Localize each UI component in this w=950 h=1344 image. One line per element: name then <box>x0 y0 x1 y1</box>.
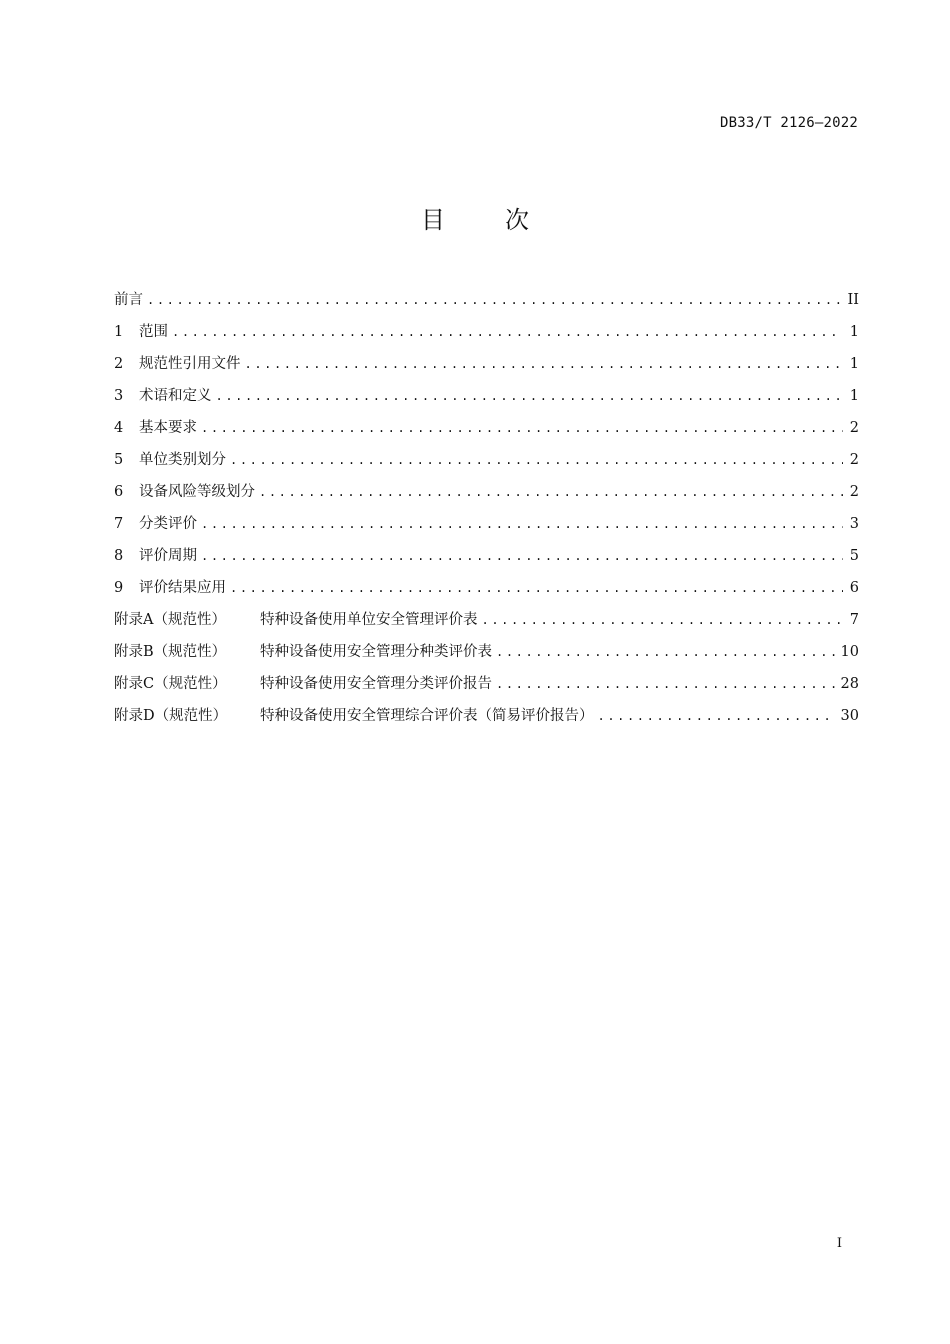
toc-dot-leader <box>216 389 844 403</box>
toc-entry-number: 8 <box>114 548 124 564</box>
toc-page-number: 2 <box>849 452 859 468</box>
toc-entry-foreword[interactable] <box>114 288 859 320</box>
toc-entry-appendix-a[interactable] <box>114 608 859 640</box>
toc-page-number: 30 <box>840 708 859 724</box>
toc-entry-number: 5 <box>114 452 124 468</box>
toc-page-number: 10 <box>840 644 859 660</box>
toc-entry-4[interactable] <box>114 416 859 448</box>
toc-page-number: 3 <box>849 516 859 532</box>
toc-entry-title: 范围 <box>139 324 168 340</box>
toc-entry-number: 6 <box>114 484 124 500</box>
toc-entry-title: 特种设备使用安全管理综合评价表（简易评价报告） <box>260 708 594 724</box>
toc-entry-title: 特种设备使用安全管理分种类评价表 <box>260 644 492 660</box>
toc-entry-number: 1 <box>114 324 124 340</box>
toc-entry-title: 特种设备使用单位安全管理评价表 <box>260 612 478 628</box>
toc-entry-3[interactable] <box>114 384 859 416</box>
toc-appendix-label: 附录B（规范性） <box>114 644 227 660</box>
toc-page-number: 2 <box>849 420 859 436</box>
toc-entry-title: 基本要求 <box>139 420 197 436</box>
toc-page-number: 1 <box>849 388 859 404</box>
toc-dot-leader <box>201 517 843 531</box>
toc-page-number: 1 <box>849 356 859 372</box>
toc-dot-leader <box>496 677 835 691</box>
page-title-part-1: 目 <box>421 206 445 234</box>
toc-dot-leader <box>201 421 843 435</box>
table-of-contents <box>114 288 859 736</box>
toc-entry-appendix-b[interactable] <box>114 640 859 672</box>
toc-appendix-label: 附录C（规范性） <box>114 676 227 692</box>
toc-entry-title: 评价周期 <box>139 548 197 564</box>
toc-dot-leader <box>172 325 843 339</box>
toc-entry-number: 9 <box>114 580 124 596</box>
toc-dot-leader <box>147 293 842 307</box>
toc-entry-appendix-d[interactable] <box>114 704 859 736</box>
toc-dot-leader <box>201 549 843 563</box>
page-title <box>0 200 950 235</box>
toc-dot-leader <box>496 645 835 659</box>
toc-entry-appendix-c[interactable] <box>114 672 859 704</box>
toc-entry-2[interactable] <box>114 352 859 384</box>
toc-entry-6[interactable] <box>114 480 859 512</box>
toc-entry-7[interactable] <box>114 512 859 544</box>
toc-entry-title: 规范性引用文件 <box>139 356 241 372</box>
toc-dot-leader <box>259 485 843 499</box>
toc-entry-number: 3 <box>114 388 124 404</box>
page-title-part-2: 次 <box>505 206 529 234</box>
toc-entry-title: 单位类别划分 <box>139 452 226 468</box>
toc-dot-leader <box>598 709 835 723</box>
toc-entry-number: 7 <box>114 516 124 532</box>
toc-page-number: 2 <box>849 484 859 500</box>
toc-dot-leader <box>230 453 843 467</box>
toc-page-number: 1 <box>849 324 859 340</box>
toc-dot-leader <box>245 357 844 371</box>
toc-entry-number: 4 <box>114 420 124 436</box>
document-code: DB33/T 2126—2022 <box>719 115 858 131</box>
toc-entry-title: 设备风险等级划分 <box>139 484 255 500</box>
toc-entry-8[interactable] <box>114 544 859 576</box>
toc-entry-9[interactable] <box>114 576 859 608</box>
toc-page-number: 7 <box>849 612 859 628</box>
toc-entry-number: 2 <box>114 356 124 372</box>
toc-entry-title: 前言 <box>114 292 143 308</box>
toc-entry-title: 评价结果应用 <box>139 580 226 596</box>
toc-entry-title: 分类评价 <box>139 516 197 532</box>
toc-entry-1[interactable] <box>114 320 859 352</box>
toc-entry-5[interactable] <box>114 448 859 480</box>
toc-page-number: 28 <box>840 676 859 692</box>
toc-entry-title: 术语和定义 <box>139 388 212 404</box>
toc-page-number: II <box>847 292 859 308</box>
toc-page-number: 6 <box>849 580 859 596</box>
toc-dot-leader <box>230 581 843 595</box>
toc-dot-leader <box>482 613 844 627</box>
toc-entry-title: 特种设备使用安全管理分类评价报告 <box>260 676 492 692</box>
toc-page-number: 5 <box>849 548 859 564</box>
toc-appendix-label: 附录A（规范性） <box>114 612 226 628</box>
page-number: I <box>836 1236 842 1251</box>
toc-appendix-label: 附录D（规范性） <box>114 708 228 724</box>
